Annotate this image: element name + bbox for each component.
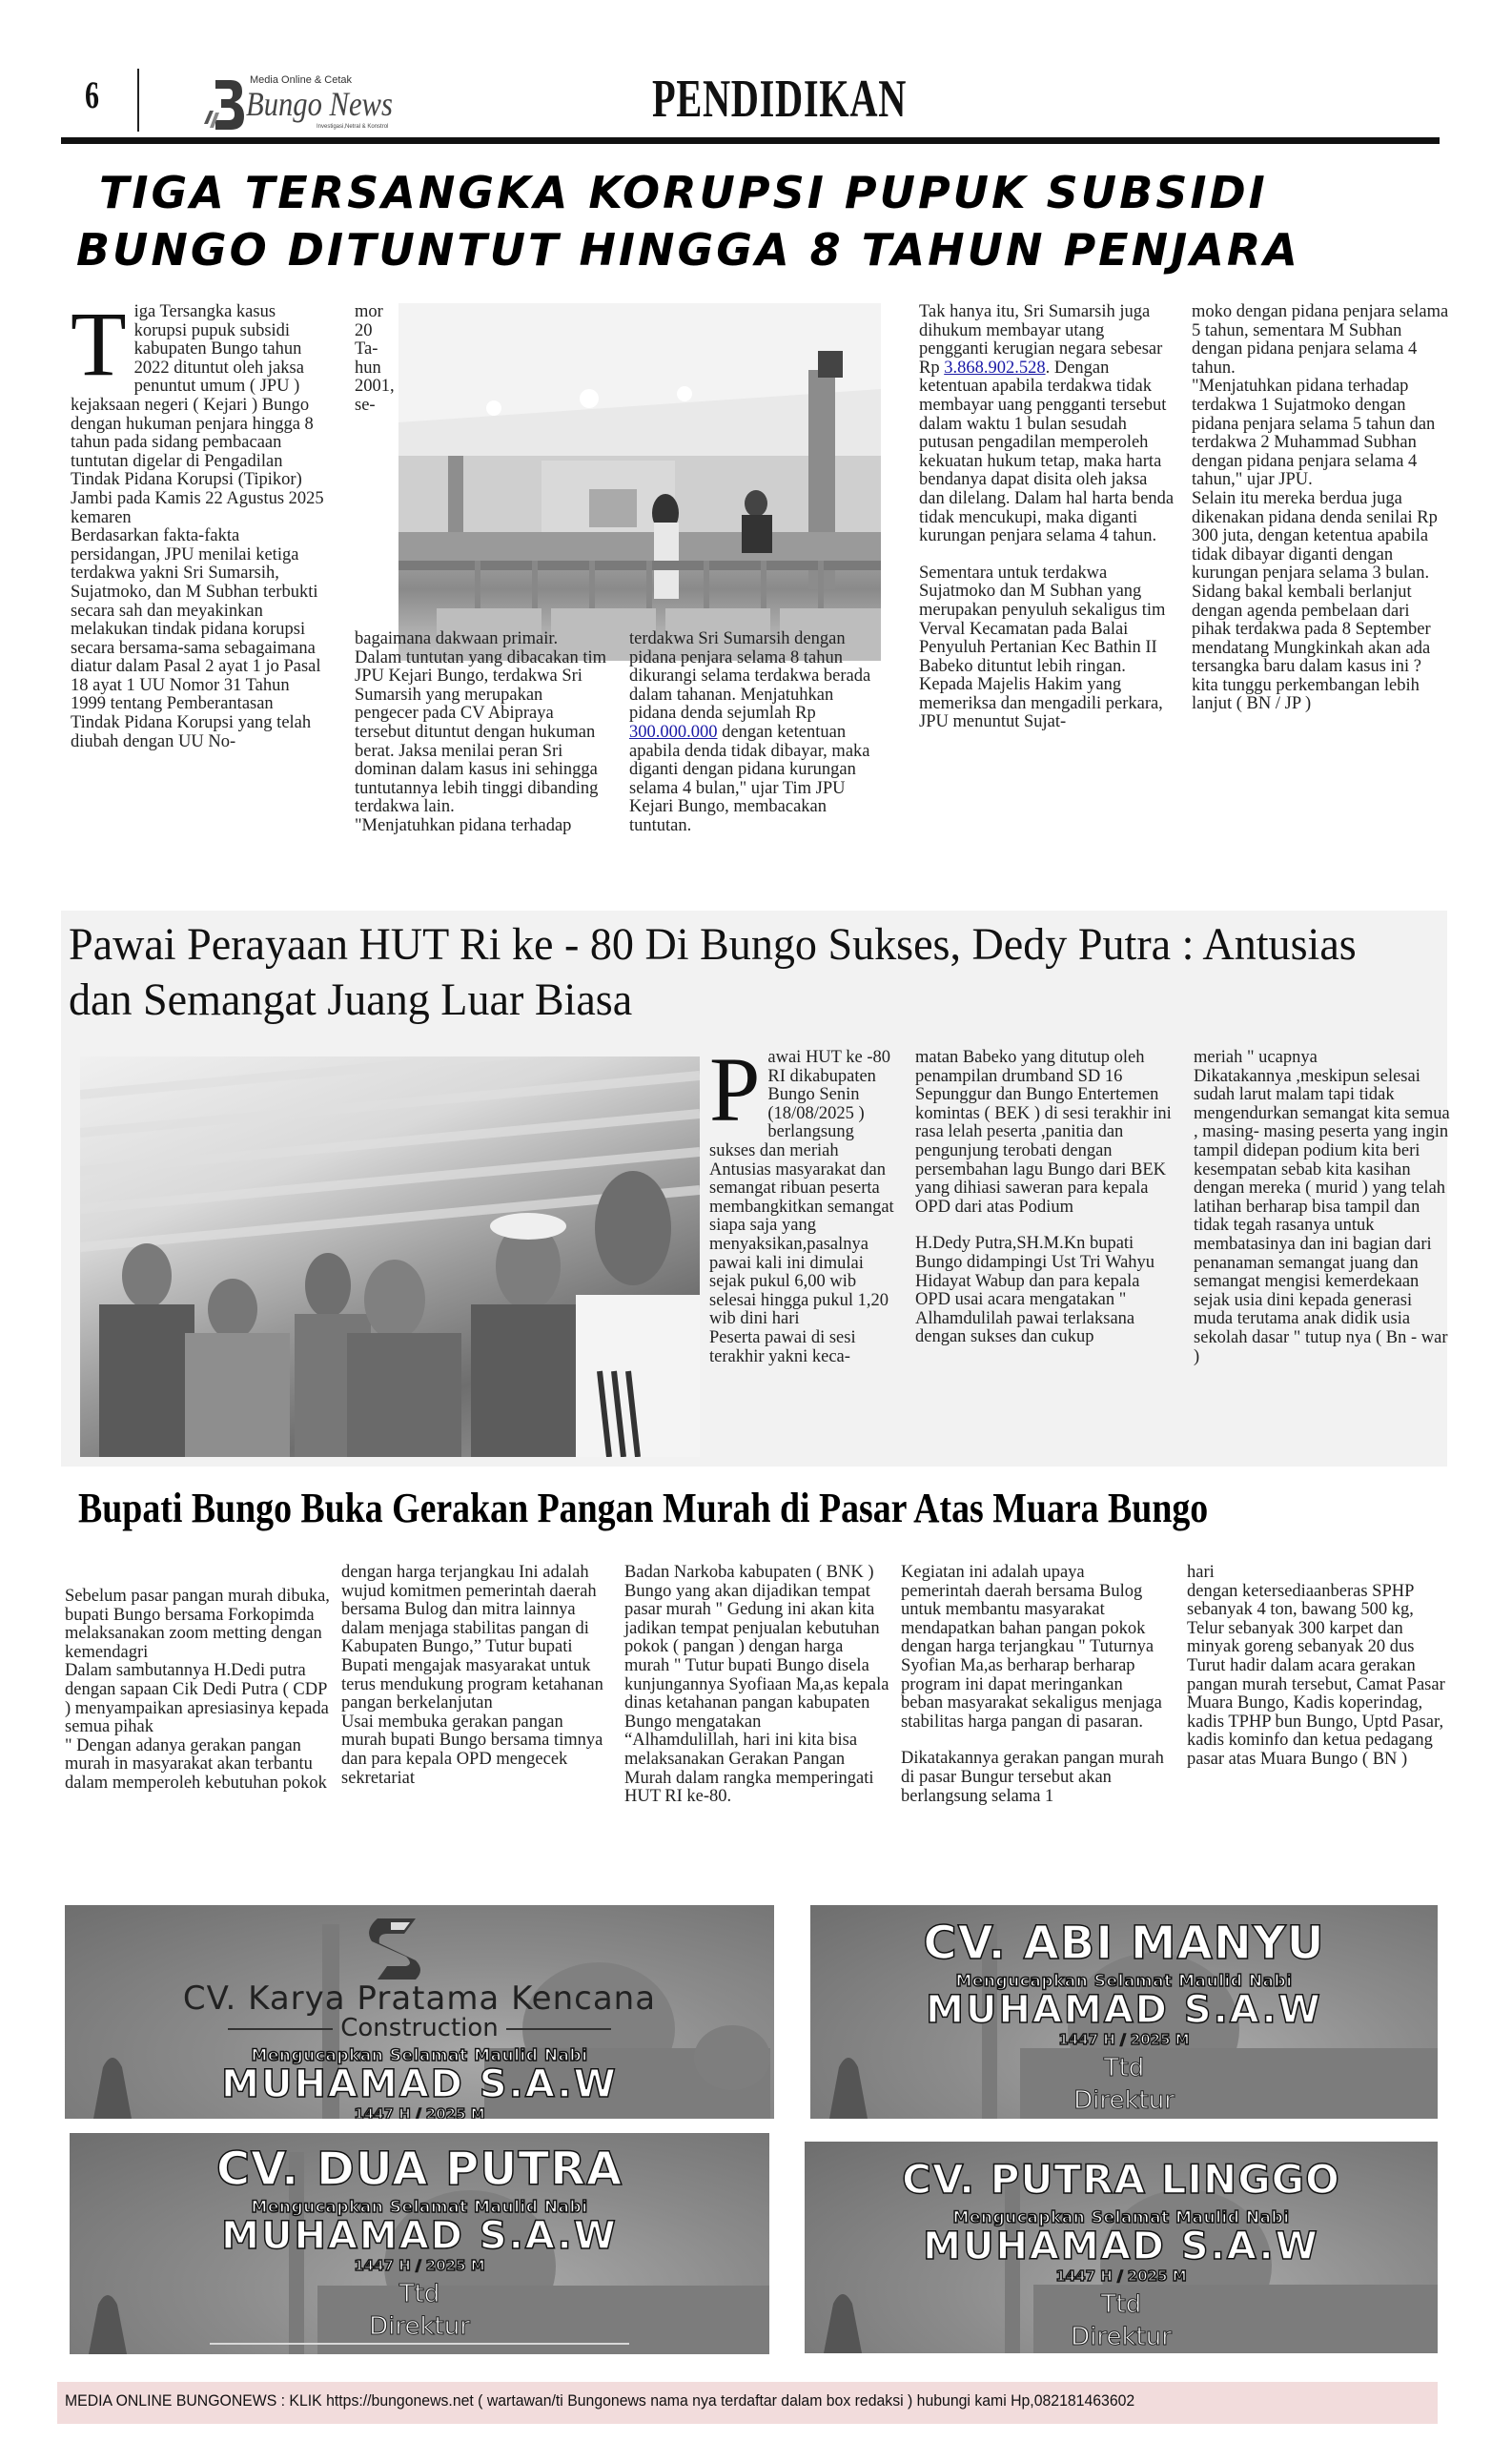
article3-column-2	[341, 1564, 608, 1788]
ad-karya-pratama-kencana	[65, 1905, 774, 2119]
article1-paragraph: "Menjatuhkan pidana terhadap	[355, 815, 572, 835]
parade-illustration	[80, 1056, 700, 1457]
ad-signer: Direktur	[369, 2312, 470, 2341]
article2-paragraph: matan Babeko yang ditutup oleh penampilan drumband SD 16 Sepunggur dan Bungo Entertemen komintas ( BEK ) di sesi terakhir ini rasa lelah peserta ,panitia dan pengunjung terobati dengan persembahan lagu Bungo dari BEK yang dihiasi saweran para kepala OPD dari atas Podium	[915, 1048, 1172, 1217]
article3-column-4	[901, 1564, 1168, 1806]
article1-word: mor	[355, 302, 383, 321]
logo-name: Bungo News	[246, 85, 393, 123]
article3-paragraph: dengan ketersediaanberas SPHP sebanyak 4 ton, bawang 500 kg, Telur sebanyak 300 karpet dan minyak goreng sebanyak 20 dus	[1187, 1581, 1415, 1657]
ad-subtitle: Construction	[65, 2014, 774, 2042]
logo-b-mark-icon	[202, 76, 244, 130]
article1-paragraph: iga Tersangka kasus korupsi pupuk subsidi kabupaten Bungo tahun 2022 dituntut oleh jaksa penuntut umum ( JPU ) kejaksaan negeri ( Kejari ) Bungo dengan hukuman penjara hingga 8 tahun pada sidang pembacaan tuntutan digelar di Pengadilan Tindak Pidana Korupsi (Tipikor) Jambi pada Kamis 22 Agustus 2025 kemaren	[71, 302, 324, 527]
ad-ttd: Ttd	[1100, 2290, 1142, 2319]
article2-column-2	[915, 1049, 1173, 1347]
article1-paragraph: Selain itu mereka berdua juga dikenakan pidana denda senilai Rp 300 juta, dengan ketentua apabila tidak dibayar diganti dengan kurungan penjara selama 3 bulan.	[1192, 488, 1438, 584]
masthead	[61, 65, 1440, 145]
article3-paragraph: Dalam sambutannya H.Dedi putra dengan sapaan Cik Dedi Putra ( CDP ) menyampaikan apresiasinya kepada semua pihak	[65, 1661, 329, 1737]
article1-paragraph: moko dengan pidana penjara selama 5 tahun, sementara M Subhan dengan pidana penjara selama 4 tahun.	[1192, 302, 1449, 378]
parade-officials-photo	[80, 1056, 700, 1457]
ad-signature-line	[210, 2343, 629, 2345]
article1-dropcap: T	[71, 293, 127, 395]
article3-column-3	[624, 1564, 891, 1807]
article3-paragraph: Bupati mengajak masyarakat untuk terus mendukung program ketahanan pangan berkelanjutan	[341, 1655, 603, 1713]
article1-text: . Dengan ketentuan apabila terdakwa tidak membayar uang pengganti tersebut dalam waktu 1 bulan sesudah putusan pengadilan memperoleh kekuatan hukum tetap, maka harta bendanya dapat disita oleh jaksa dan dilelang. Dalam hal harta benda tidak mencukupi, maka diganti kurungan penjara selama 4 tahun.	[919, 358, 1175, 546]
article1-headline	[76, 164, 1430, 278]
article1-paragraph: Kepada Majelis Hakim yang memeriksa dan mengadili perkara, JPU menuntut Sujat-	[919, 675, 1163, 732]
article3-column-1	[65, 1588, 332, 1794]
ad-company-name: CV. ABI MANYU	[923, 1917, 1325, 1970]
article1-word: 2001,	[355, 377, 395, 397]
ad-company-name: CV. DUA PUTRA	[215, 2143, 623, 2196]
ad-company-name: CV. Karya Pratama Kencana	[182, 1979, 657, 2018]
ad-greeting: Mengucapkan Selamat Maulid Nabi	[952, 2208, 1290, 2227]
restitution-amount-link[interactable]: 3.868.902.528	[944, 358, 1046, 378]
article1-word: 20	[355, 320, 373, 340]
masthead-divider	[137, 69, 139, 132]
ad-prophet-name: MUHAMAD S.A.W	[221, 2214, 618, 2258]
article1-column-3	[629, 630, 883, 836]
ad-signer: Direktur	[1073, 2086, 1175, 2115]
article1-text: terdakwa Sri Sumarsih dengan pidana penjara selama 8 tahun dikurangi selama terdakwa berada dalam tahanan. Menjatuhkan pidana denda sejumlah Rp	[629, 629, 871, 724]
ad-prophet-name: MUHAMAD S.A.W	[923, 2225, 1319, 2268]
article2-column-1	[709, 1038, 900, 1366]
courtroom-photo	[398, 303, 881, 661]
article3-paragraph: Kegiatan ini adalah upaya pemerintah daerah bersama Bulog untuk membantu masyarakat mendapatkan bahan pangan pokok dengan harga terjangkau " Tuturnya Syofian Ma,as berharap berharap program ini dapat meringankan beban masyarakat sekaligus menjaga stabilitas harga pangan di pasaran.	[901, 1563, 1162, 1732]
ad-prophet-name: MUHAMAD S.A.W	[221, 2062, 618, 2106]
ad-greeting: Mengucapkan Selamat Maulid Nabi	[251, 2046, 588, 2065]
page-number: 6	[85, 73, 99, 116]
article1-column-1b	[355, 303, 393, 416]
article1-headline-line2: BUNGO DITUNTUT HINGGA 8 TAHUN PENJARA	[76, 224, 1300, 276]
company-s-logo-icon	[358, 1913, 444, 1981]
section-title: PENDIDIKAN	[652, 70, 908, 129]
article2-column-3	[1194, 1049, 1451, 1366]
article3-paragraph: dengan harga terjangkau Ini adalah wujud komitmen pemerintah daerah bersama Bulog dan mitra lainnya dalam menjaga stabilitas pangan di Kabupaten Bungo,” Tutur bupati	[341, 1563, 597, 1657]
article2-paragraph: H.Dedy Putra,SH.M.Kn bupati Bungo didampingi Ust Tri Wahyu Hidayat Wabup dan para kepala OPD usai acara mengatakan " Alhamdulilah pawai terlaksana dengan sukses dan cukup	[915, 1234, 1155, 1347]
article3-headline: Bupati Bungo Buka Gerakan Pangan Murah di Pasar Atas Muara Bungo	[78, 1485, 1209, 1531]
article3-paragraph: Sebelum pasar pangan murah dibuka, bupati Bungo bersama Forkopimda melaksanakan zoom metting dengan kemendagri	[65, 1587, 330, 1662]
article1-paragraph: bagaimana dakwaan primair.	[355, 629, 559, 648]
article1-paragraph: Sidang bakal kembali berlanjut dengan agenda pembelaan dari pihak terdakwa pada 8 September mendatang Mungkinkah akan ada tersangka baru dalam kasus ini ? kita tunggu perkembangan lebih lanjut ( BN / JP )	[1192, 582, 1431, 714]
article3-paragraph: Dikatakannya gerakan pangan murah di pasar Bungur tersebut akan berlangsung selama 1	[901, 1749, 1164, 1806]
logo-small-text: Media Online & Cetak	[250, 74, 352, 86]
article3-paragraph: Badan Narkoba kabupaten ( BNK ) Bungo yang akan dijadikan tempat pasar murah " Gedung ini akan kita jadikan tempat penjualan kebutuhan pokok ( pangan ) dengan harga murah " Tutur bupati Bungo disela kunjungannya Syofiaan Ma,as kepala dinas ketahanan pangan kabupaten Bungo mengatakan	[624, 1563, 889, 1732]
ad-greeting: Mengucapkan Selamat Maulid Nabi	[251, 2198, 588, 2217]
article1-column-1	[71, 293, 324, 751]
article1-paragraph: "Menjatuhkan pidana terhadap terdakwa 1 Sujatmoko dengan pidana penjara selama 5 tahun dan terdakwa 2 Muhammad Subhan dengan pidana penjara selama 4 tahun," ujar JPU.	[1192, 377, 1436, 490]
ad-greeting: Mengucapkan Selamat Maulid Nabi	[955, 1972, 1293, 1991]
article1-headline-line1: TIGA TERSANGKA KORUPSI PUPUK SUBSIDI	[99, 167, 1268, 218]
article3-paragraph: hari	[1187, 1563, 1215, 1582]
ad-putra-linggo	[805, 2142, 1438, 2353]
courtroom-illustration	[398, 303, 881, 661]
article1-text: Tak hanya itu, Sri Sumarsih juga dihukum membayar utang pengganti kerugian negara sebesar Rp	[919, 302, 1163, 378]
ad-year: 1447 H / 2025 M	[1058, 2031, 1190, 2048]
article1-column-5	[1192, 303, 1449, 714]
fine-amount-link[interactable]: 300.000.000	[629, 722, 718, 742]
article1-word: se-	[355, 395, 376, 415]
article1-paragraph: Sementara untuk terdakwa Sujatmoko dan M Subhan yang merupakan penyuluh sekaligus tim Verval Kecamatan pada Balai Penyuluh Pertanian Kec Bathin II Babeko dituntut lebih ringan.	[919, 563, 1166, 676]
article2-paragraph: Peserta pawai di sesi terakhir yakni keca-	[709, 1327, 856, 1366]
bungo-news-logo	[202, 74, 450, 133]
article1-text: dengan ketentuan apabila denda tidak dibayar, maka diganti dengan pidana kurungan selama 4 bulan," ujar Tim JPU Kejari Bungo, membacakan tuntutan.	[629, 722, 870, 835]
article1-word: hun	[355, 358, 381, 378]
ad-company-name: CV. PUTRA LINGGO	[902, 2156, 1340, 2203]
article2-paragraph: Dikatakannya ,meskipun selesai sudah larut malam tapi tidak mengendurkan semangat kita semua , masing- masing peserta yang ingin tampil didepan podium kita beri kesempatan sebab kita kasihan dengan mereka ( murid ) yang telah latihan berharap bisa tampil dan tidak tegah rasanya untuk membatasinya dan ini bagian dari penanaman semangat juang dan semangat mengisi kemerdekaan sejak usia dini kepada generasi muda terutama anak didik usia sekolah dasar " tutup nya ( Bn - war )	[1194, 1066, 1450, 1366]
masthead-rule	[61, 137, 1440, 144]
article2-paragraph: meriah " ucapnya	[1194, 1048, 1318, 1067]
article3-paragraph: “Alhamdulillah, hari ini kita bisa melaksanakan Gerakan Pangan Murah dalam rangka memperingati HUT RI ke-80.	[624, 1731, 874, 1807]
ad-signer: Direktur	[1071, 2323, 1172, 2351]
article3-column-5	[1187, 1564, 1454, 1770]
ad-abi-manyu	[810, 1905, 1438, 2119]
ad-year: 1447 H / 2025 M	[354, 2257, 485, 2274]
article1-paragraph	[629, 630, 883, 836]
ad-year: 1447 H / 2025 M	[1055, 2267, 1187, 2285]
article2-paragraph: awai HUT ke -80 RI dikabupaten Bungo Senin (18/08/2025 ) berlangsung sukses dan meriah	[709, 1048, 890, 1160]
article3-paragraph: Turut hadir dalam acara gerakan pangan murah tersebut, Camat Pasar Muara Bungo, Kadis koperindag, kadis TPHP bun Bungo, Uptd Pasar, kadis kominfo dan ketua pedagang pasar atas Muara Bungo ( BN )	[1187, 1655, 1445, 1769]
ad-dua-putra	[70, 2133, 769, 2354]
logo-tagline: Investigasi,Netral & Konstrol	[317, 124, 389, 130]
article2-headline: Pawai Perayaan HUT Ri ke - 80 Di Bungo Sukses, Dedy Putra : Antusias dan Semangat Juang Luar Biasa	[69, 919, 1357, 1025]
article1-paragraph	[919, 303, 1176, 546]
ad-prophet-name: MUHAMAD S.A.W	[926, 1988, 1322, 2032]
article1-column-2	[355, 630, 608, 836]
article3-paragraph: " Dengan adanya gerakan pangan murah in masyarakat akan terbantu dalam memperoleh kebutuhan pokok	[65, 1735, 327, 1793]
footer-contact-text[interactable]: MEDIA ONLINE BUNGONEWS : KLIK https://bungonews.net ( wartawan/ti Bungonews nama nya terdaftar dalam box redaksi ) hubungi kami Hp,082181463602	[65, 2391, 1135, 2410]
article1-word: Ta-	[355, 339, 378, 359]
article3-paragraph: Usai membuka gerakan pangan murah bupati Bungo bersama timnya dan para kepala OPD mengecek sekretariat	[341, 1712, 603, 1788]
ad-year: 1447 H / 2025 M	[354, 2105, 485, 2119]
ad-ttd: Ttd	[398, 2280, 440, 2308]
article2-paragraph: Antusias masyarakat dan semangat ribuan peserta membangkitkan semangat siapa saja yang menyaksikan,pasalnya pawai kali ini dimulai sejak pukul 6,00 wib selesai hingga pukul 1,20 wib dini hari	[709, 1159, 894, 1329]
ad-ttd: Ttd	[1103, 2054, 1145, 2082]
footer-bar	[57, 2382, 1438, 2424]
article1-paragraph: Dalam tuntutan yang dibacakan tim JPU Kejari Bungo, terdakwa Sri Sumarsih yang merupakan pengecer pada CV Abipraya tersebut dituntut dengan hukuman berat. Jaksa menilai peran Sri dominan dalam kasus ini sehingga tuntutannya lebih tinggi dibanding terdakwa lain.	[355, 647, 607, 817]
article1-column-4	[919, 303, 1176, 732]
article1-paragraph: Berdasarkan fakta-fakta persidangan, JPU menilai ketiga terdakwa yakni Sri Sumarsih, Sujatmoko, dan M Subhan terbukti secara sah dan meyakinkan melakukan tindak pidana korupsi secara bersama-sama sebagaimana diatur dalam Pasal 2 ayat 1 jo Pasal 18 ayat 1 UU Nomor 31 Tahun 1999 tentang Pemberantasan Tindak Pidana Korupsi yang telah diubah dengan UU No-	[71, 526, 321, 751]
article2-dropcap: P	[709, 1038, 761, 1140]
